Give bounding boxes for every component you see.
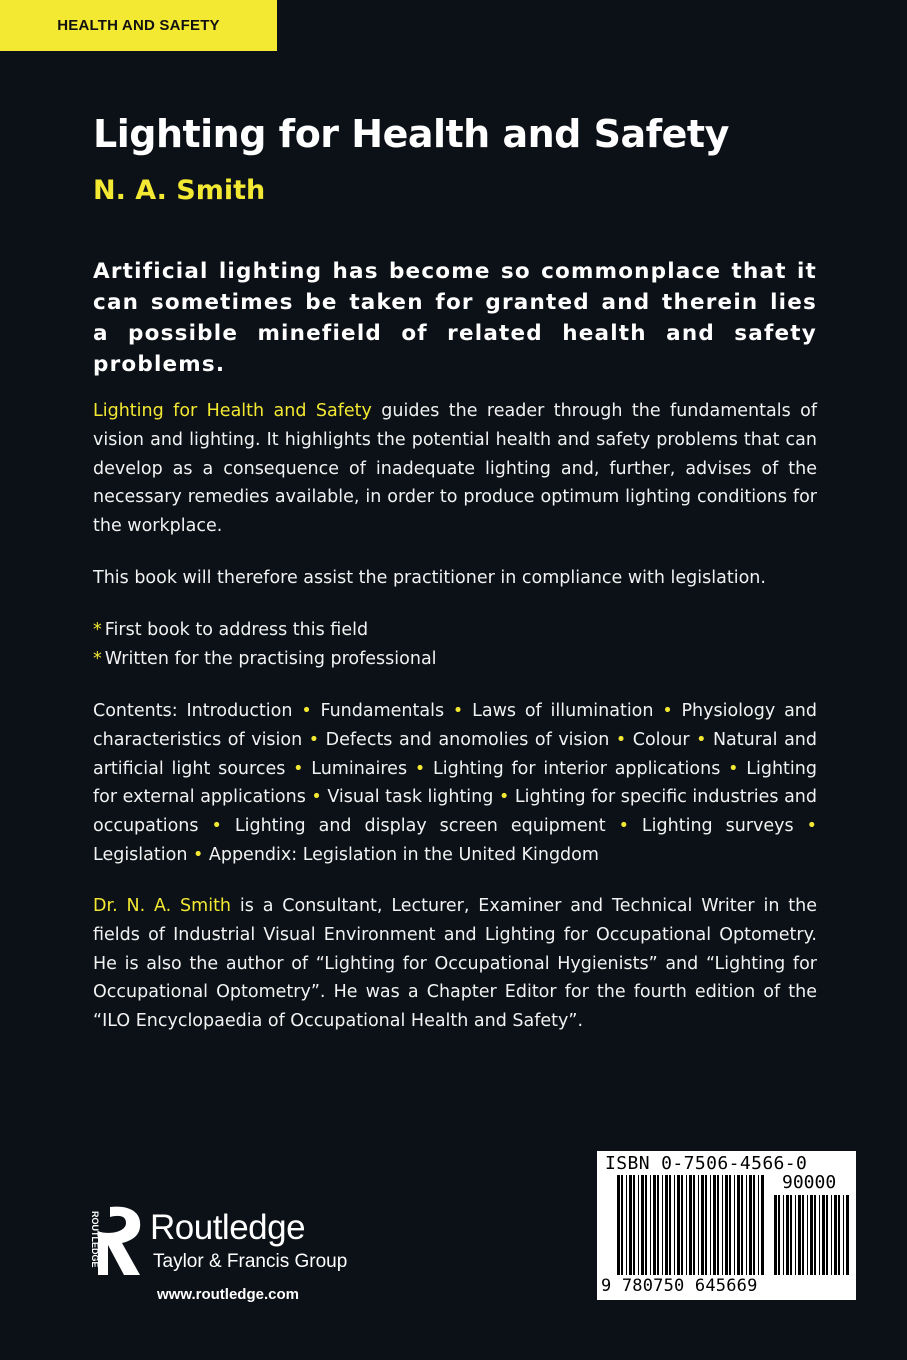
- lead-paragraph: Artificial lighting has become so commonplace that it can sometimes be taken for granted and therein lies a possible minefield of related health and safety problems.: [93, 259, 817, 377]
- barcode-bar: [819, 1195, 820, 1275]
- contents-item: Lighting and display screen equipment: [234, 816, 606, 837]
- barcode-bar: [834, 1195, 837, 1275]
- contents-item: Lighting for specific industries and occupations: [93, 787, 817, 837]
- feature-item: * Written for the practising professional: [93, 649, 437, 669]
- barcode-bar: [746, 1175, 747, 1275]
- dot-separator-icon: •: [292, 701, 321, 721]
- book-author: N. A. Smith: [93, 175, 266, 206]
- barcode-bar: [814, 1195, 816, 1275]
- barcode-bar: [686, 1175, 687, 1275]
- price-code: 90000: [782, 1172, 837, 1193]
- barcode-bar: [734, 1175, 735, 1275]
- contents-item: Luminaires: [311, 758, 408, 779]
- contents-item: Lighting surveys: [641, 816, 794, 837]
- barcode-bar: [810, 1195, 813, 1275]
- contents-item: Laws of illumination: [472, 701, 654, 721]
- barcode-bar: [846, 1195, 849, 1275]
- dot-separator-icon: •: [609, 729, 633, 750]
- bio-name: Dr. N. A. Smith: [93, 896, 232, 916]
- barcode-bar: [713, 1175, 716, 1275]
- assist-paragraph: This book will therefore assist the practitioner in compliance with legislation.: [93, 568, 766, 588]
- publisher-url[interactable]: www.routledge.com: [157, 1286, 299, 1303]
- barcode-bar: [831, 1195, 832, 1275]
- barcode-bar: [822, 1195, 825, 1275]
- series-tag: [0, 0, 277, 51]
- bio-text: is a Consultant, Lecturer, Examiner and Technical Writer in the fields of Industrial Visual Environment and Lighting for Occupational Optometry. He is also the author of “Lighting for Occupational Hygienists” and “Lighting for Occupational Optometry”. He was a Chapter Editor for the fourth edition of the “ILO Encyclopaedia of Occupational Health and Safety”.: [93, 896, 817, 1032]
- barcode-bar: [807, 1195, 808, 1275]
- contents-items: [93, 701, 817, 865]
- barcode-bar: [758, 1175, 759, 1275]
- barcode-bar: [783, 1195, 784, 1275]
- dot-separator-icon: •: [302, 729, 326, 750]
- barcode-bar: [761, 1175, 764, 1275]
- feature-item: * First book to address this field: [93, 620, 369, 640]
- barcode-bar: [826, 1195, 828, 1275]
- contents-label: Contents:: [93, 701, 178, 721]
- barcode-bar: [774, 1195, 777, 1275]
- barcode-bar: [729, 1175, 731, 1275]
- barcode-bar: [645, 1175, 647, 1275]
- description-text: guides the reader through the fundamentals of vision and lighting. It highlights the potential health and safety problems that can develop as a consequence of inadequate lighting and, further, advises of the necessary remedies available, in order to produce optimum lighting conditions for the workplace.: [93, 401, 817, 537]
- barcode-bar: [795, 1195, 796, 1275]
- barcode-bar: [621, 1175, 623, 1275]
- bullet-star-icon: *: [93, 620, 102, 640]
- barcode-bar: [778, 1195, 780, 1275]
- barcode-bar: [657, 1175, 659, 1275]
- dot-separator-icon: •: [285, 758, 312, 779]
- barcode-bar: [633, 1175, 635, 1275]
- dot-separator-icon: •: [407, 758, 433, 779]
- barcode-bar: [786, 1195, 789, 1275]
- contents-item: Appendix: Legislation in the United Kingdom: [208, 844, 599, 865]
- dot-separator-icon: •: [720, 758, 747, 779]
- barcode-bar: [843, 1195, 844, 1275]
- dot-separator-icon: •: [305, 787, 328, 808]
- dot-separator-icon: •: [187, 844, 209, 865]
- barcode-addon-icon: [774, 1195, 850, 1275]
- barcode-bar: [753, 1175, 755, 1275]
- barcode-bar: [749, 1175, 752, 1275]
- series-label: HEALTH AND SAFETY: [57, 17, 220, 34]
- barcode-bar: [698, 1175, 699, 1275]
- barcode-bar: [737, 1175, 740, 1275]
- publisher-group: Taylor & Francis Group: [153, 1251, 348, 1272]
- barcode-bar: [681, 1175, 683, 1275]
- dot-separator-icon: •: [605, 816, 642, 837]
- barcode: [597, 1151, 856, 1300]
- barcode-icon: [617, 1175, 767, 1275]
- barcode-bar: [629, 1175, 632, 1275]
- barcode-bar: [710, 1175, 711, 1275]
- barcode-bar: [641, 1175, 644, 1275]
- feature-list: [93, 616, 437, 674]
- barcode-bar: [741, 1175, 743, 1275]
- barcode-bar: [689, 1175, 692, 1275]
- description-book-title: Lighting for Health and Safety: [93, 401, 372, 421]
- description-paragraph: [93, 397, 817, 541]
- barcode-bar: [677, 1175, 680, 1275]
- barcode-bar: [790, 1195, 792, 1275]
- contents-item: Introduction: [186, 701, 293, 721]
- barcode-bar: [662, 1175, 663, 1275]
- barcode-bar: [669, 1175, 671, 1275]
- barcode-bar: [665, 1175, 668, 1275]
- barcode-bar: [717, 1175, 719, 1275]
- contents-item: Physiology and characteristics of vision: [93, 701, 817, 750]
- publisher-name: Routledge: [150, 1208, 306, 1247]
- barcode-bar: [693, 1175, 695, 1275]
- dot-separator-icon: •: [689, 729, 713, 750]
- contents-item: Visual task lighting: [327, 787, 494, 808]
- barcode-bar: [650, 1175, 651, 1275]
- barcode-bar: [638, 1175, 639, 1275]
- isbn-text: ISBN 0-7506-4566-0: [605, 1153, 808, 1174]
- barcode-bar: [674, 1175, 675, 1275]
- barcode-bar: [802, 1195, 804, 1275]
- logo-text: ROUTLEDGE: [90, 1211, 100, 1268]
- barcode-bar: [722, 1175, 723, 1275]
- contents-item: Lighting for external applications: [93, 758, 817, 808]
- author-bio: [93, 892, 817, 1036]
- contents-item: Legislation: [93, 844, 188, 865]
- contents-item: Defects and anomolies of vision: [325, 729, 610, 750]
- dot-separator-icon: •: [793, 816, 817, 837]
- dot-separator-icon: •: [653, 701, 682, 721]
- barcode-bar: [798, 1195, 801, 1275]
- bullet-star-icon: *: [93, 649, 102, 669]
- routledge-logo-icon: [88, 1205, 146, 1277]
- ean-digits: 9 780750 645669: [601, 1276, 758, 1296]
- contents-paragraph: [93, 697, 817, 870]
- barcode-bar: [838, 1195, 840, 1275]
- dot-separator-icon: •: [444, 701, 473, 721]
- barcode-bar: [626, 1175, 627, 1275]
- dot-separator-icon: •: [493, 787, 515, 808]
- book-title: Lighting for Health and Safety: [93, 112, 729, 156]
- contents-item: Colour: [632, 729, 690, 750]
- dot-separator-icon: •: [198, 816, 235, 837]
- barcode-bar: [701, 1175, 704, 1275]
- barcode-bar: [705, 1175, 707, 1275]
- barcode-bar: [653, 1175, 656, 1275]
- barcode-bar: [617, 1175, 620, 1275]
- contents-item: Lighting for interior applications: [432, 758, 721, 779]
- contents-item: Fundamentals: [320, 701, 445, 721]
- contents-item: Natural and artificial light sources: [93, 729, 817, 779]
- barcode-bar: [725, 1175, 728, 1275]
